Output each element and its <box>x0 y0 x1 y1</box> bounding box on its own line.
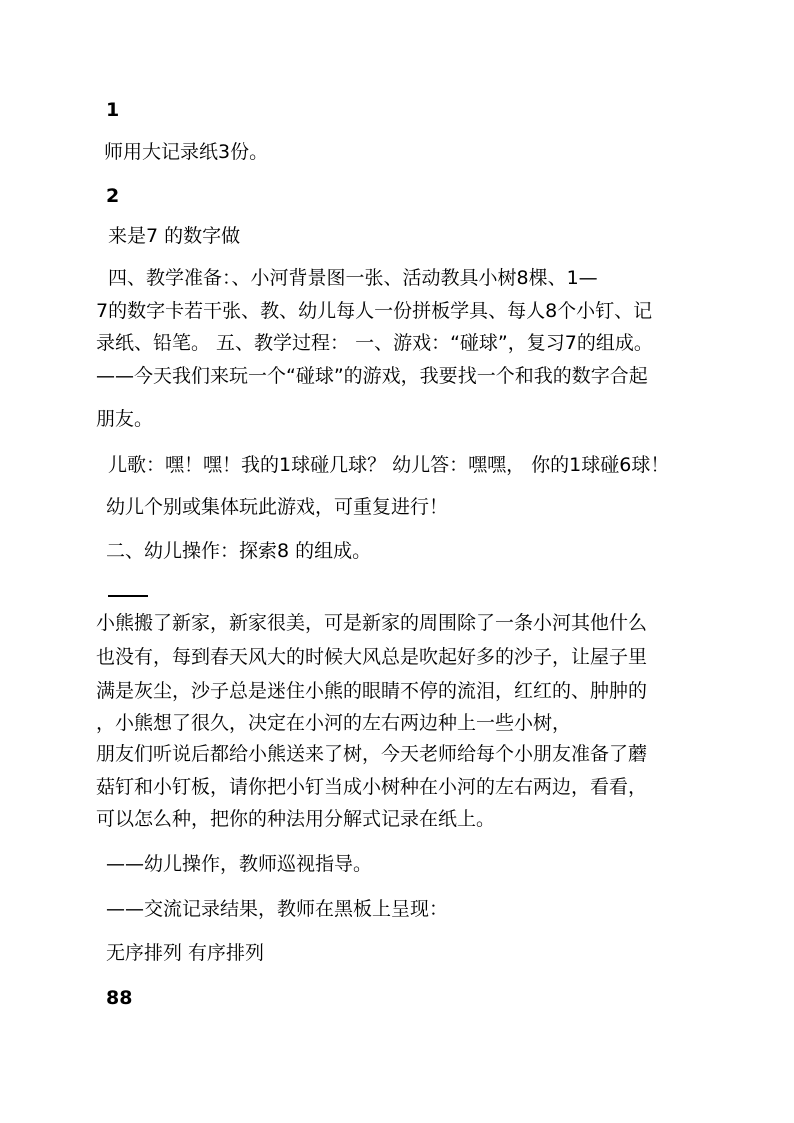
text-line: 满是灰尘，沙子总是迷住小熊的眼睛不停的流泪，红红的、肿肿的 <box>96 680 648 702</box>
text-line: 小熊搬了新家，新家很美，可是新家的周围除了一条小河其他什么 <box>96 612 648 634</box>
text-line: ——幼儿操作，教师巡视指导。 <box>106 853 373 875</box>
text-line: 可以怎么种，把你的种法用分解式记录在纸上。 <box>96 808 496 830</box>
text-line: 幼儿个别或集体玩此游戏，可重复进行！ <box>106 496 449 518</box>
text-line: ，小熊想了很久，决定在小河的左右两边种上一些小树， <box>96 712 572 734</box>
page-number-1: 1 <box>106 99 120 121</box>
text-line: 无序排列 有序排列 <box>106 942 265 964</box>
text-line: 7的数字卡若干张、教、幼儿每人一份拼板学具、每人8个小钉、记 <box>96 300 653 322</box>
text-line: 儿歌：嘿！嘿！我的1球碰几球？ 幼儿答：嘿嘿， 你的1球碰6球！ <box>108 454 670 476</box>
dash-rule <box>108 595 148 597</box>
text-line: ——今天我们来玩一个“碰球”的游戏，我要找一个和我的数字合起 <box>96 365 648 387</box>
text-line: 朋友们听说后都给小熊送来了树，今天老师给每个小朋友准备了蘑 <box>96 743 648 765</box>
text-line: 来是7 的数字做 <box>108 225 241 247</box>
text-line: 录纸、铅笔。 五、教学过程： 一、游戏：“碰球”，复习7的组成。 <box>96 332 653 354</box>
text-line: 朋友。 <box>96 408 154 430</box>
text-line: 也没有，每到春天风大的时候大风总是吹起好多的沙子，让屋子里 <box>96 646 648 668</box>
text-line: 师用大记录纸3份。 <box>104 141 269 163</box>
page-number-88: 88 <box>106 987 133 1009</box>
page-number-2: 2 <box>106 185 120 207</box>
text-line: 四、教学准备：、小河背景图一张、活动教具小树8棵、1— <box>108 267 598 289</box>
text-line: 二、幼儿操作：探索8 的组成。 <box>106 540 372 562</box>
text-line: ——交流记录结果，教师在黑板上呈现： <box>106 898 449 920</box>
text-line: 菇钉和小钉板，请你把小钉当成小树种在小河的左右两边，看看， <box>96 776 648 798</box>
